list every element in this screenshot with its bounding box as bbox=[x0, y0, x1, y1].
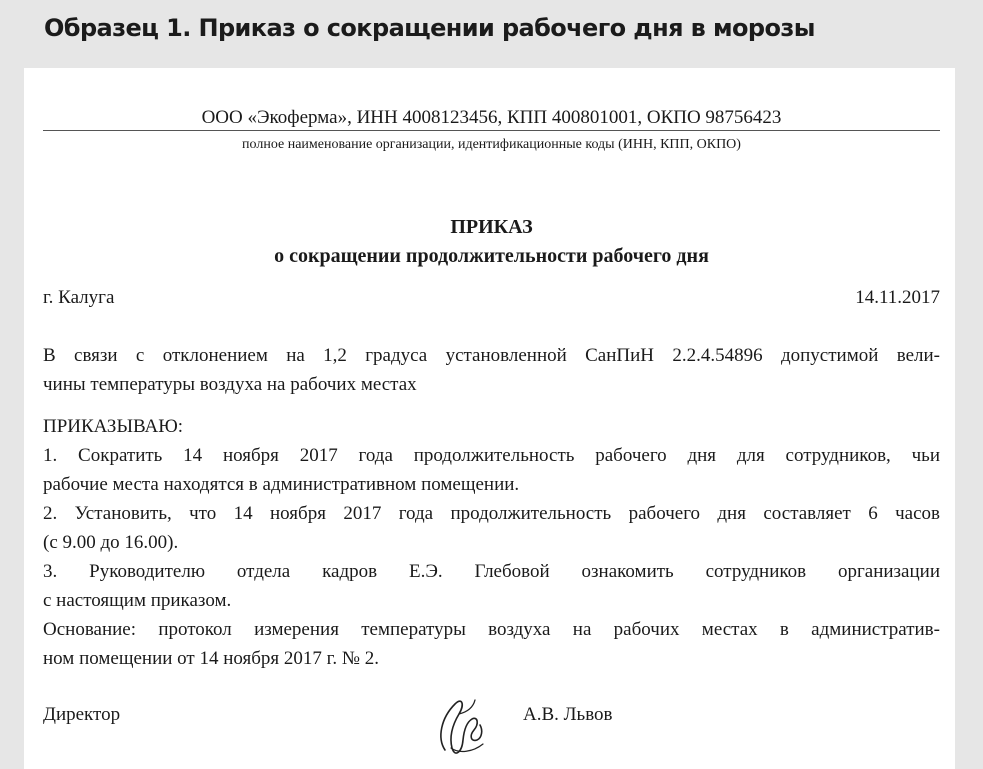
order-title: ПРИКАЗ bbox=[450, 216, 533, 238]
order-place: г. Калуга bbox=[43, 287, 115, 308]
body-line-preamble-1: В связи с отклонением на 1,2 градуса установленной СанПиН 2.2.4.54896 допустимой вели- bbox=[43, 345, 940, 366]
sample-title: Образец 1. Приказ о сокращении рабочего дня в морозы bbox=[44, 14, 815, 42]
organization-caption: полное наименование организации, идентификационные коды (ИНН, КПП, ОКПО) bbox=[242, 137, 741, 152]
body-line-item2-2: (с 9.00 до 16.00). bbox=[43, 532, 179, 553]
body-line-item2-1: 2. Установить, что 14 ноября 2017 года продолжительность рабочего дня составляет 6 часов bbox=[43, 503, 940, 524]
body-line-item3-1: 3. Руководителю отдела кадров Е.Э. Глебовой ознакомить сотрудников организации bbox=[43, 561, 940, 582]
signatory-name: А.В. Львов bbox=[523, 704, 613, 725]
order-subtitle: о сокращении продолжительности рабочего дня bbox=[274, 245, 709, 267]
document-sheet bbox=[24, 68, 955, 769]
body-line-basis-1: Основание: протокол измерения температуры воздуха на рабочих местах в административ- bbox=[43, 619, 940, 640]
body-line-preamble-2: чины температуры воздуха на рабочих местах bbox=[43, 374, 417, 395]
body-line-item1-2: рабочие места находятся в административном помещении. bbox=[43, 474, 520, 495]
order-date: 14.11.2017 bbox=[855, 287, 940, 308]
body-line-order-heading: ПРИКАЗЫВАЮ: bbox=[43, 416, 184, 437]
body-line-basis-2: ном помещении от 14 ноября 2017 г. № 2. bbox=[43, 648, 379, 669]
handwritten-signature bbox=[415, 678, 505, 766]
signatory-position: Директор bbox=[43, 704, 121, 725]
organization-details: ООО «Экоферма», ИНН 4008123456, КПП 400801001, ОКПО 98756423 bbox=[201, 107, 782, 128]
organization-underline bbox=[43, 130, 940, 131]
body-line-item1-1: 1. Сократить 14 ноября 2017 года продолжительность рабочего дня для сотрудников, чьи bbox=[43, 445, 940, 466]
body-line-item3-2: с настоящим приказом. bbox=[43, 590, 232, 611]
